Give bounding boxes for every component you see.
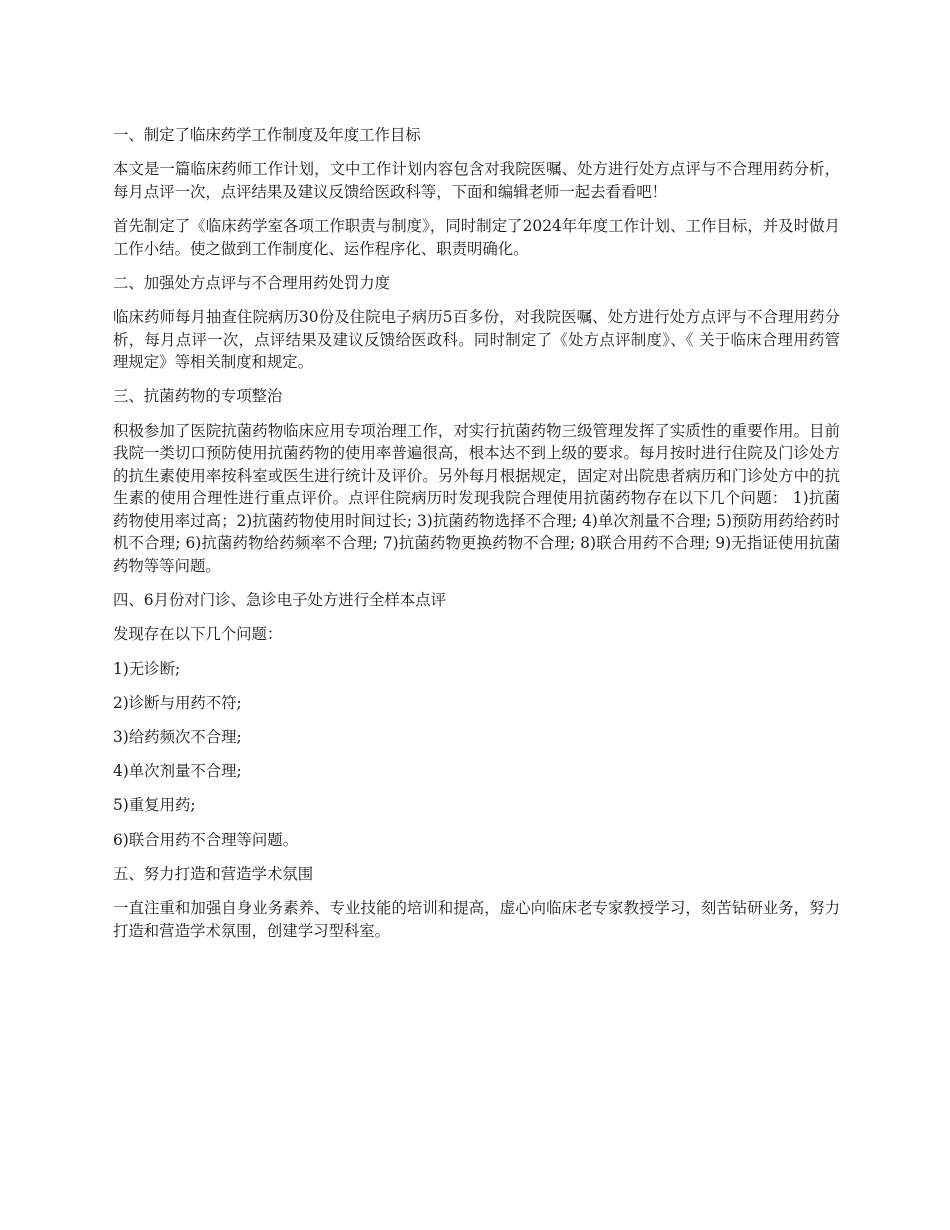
list-item: 6)联合用药不合理等问题。 [113,830,299,849]
list-item: 1)无诊断; [113,659,181,678]
paragraph-system-rules: 首先制定了《临床药学室各项工作职责与制度》，同时制定了2024年年度工作计划、工作目标，并及时做月工作小结。使之做到工作制度化、运作程序化、职责明确化。 [113,216,840,258]
paragraph-problems-intro: 发现存在以下几个问题： [113,625,283,644]
paragraph-academic: 一直注重和加强自身业务素养、专业技能的培训和提高，虚心向临床老专家教授学习，刻苦钻研业务，努力打造和营造学术氛围，创建学习型科室。 [113,898,840,940]
section-heading-2: 二、加强处方点评与不合理用药处罚力度 [113,273,391,292]
list-item: 4)单次剂量不合理; [113,762,242,781]
document-body [113,124,840,954]
section-heading-4: 四、6月份对门诊、急诊电子处方进行全样本点评 [113,591,446,610]
section-heading-1: 一、制定了临床药学工作制度及年度工作目标 [113,126,421,144]
paragraph-antibacterial: 积极参加了医院抗菌药物临床应用专项治理工作，对实行抗菌药物三级管理发挥了实质性的重要作用。目前我院一类切口预防使用抗菌药物的使用率普遍很高，根本达不到上级的要求。每月按时进行住院及门诊处方的抗生素使用率按科室或医生进行统计及评价。另外每月根据规定，固定对出院患者病历和门诊处方中的抗生素的使用合理性进行重点评价。点评住院病历时发现我院合理使用抗菌药物存在以下几个问题： 1)抗菌药物使用率过高；2)抗菌药物使用时间过长; 3)抗菌药物选择不合理; 4)单次剂量不合理; 5)预防用药给药时机不合理; 6)抗菌药物给药频率不合理; 7)抗菌药物更换药物不合理; 8)联合用药不合理; 9)无指证使用抗菌药物等等问题。 [113,421,840,576]
list-item: 2)诊断与用药不符; [113,693,242,712]
list-item: 3)给药频次不合理; [113,728,242,746]
list-item: 5)重复用药; [113,796,196,815]
section-heading-5: 五、努力打造和营造学术氛围 [113,864,314,883]
paragraph-prescription-review: 临床药师每月抽查住院病历30份及住院电子病历5百多份，对我院医嘱、处方进行处方点评与不合理用药分析，每月点评一次，点评结果及建议反馈给医政科。同时制定了《处方点评制度》、《 关于临床合理用药管理规定》等相关制度和规定。 [113,307,840,372]
intro-paragraph: 本文是一篇临床药师工作计划，文中工作计划内容包含对我院医嘱、处方进行处方点评与不合理用药分析，每月点评一次，点评结果及建议反馈给医政科等，下面和编辑老师一起去看看吧！ [113,160,840,201]
section-heading-3: 三、抗菌药物的专项整治 [113,387,283,406]
